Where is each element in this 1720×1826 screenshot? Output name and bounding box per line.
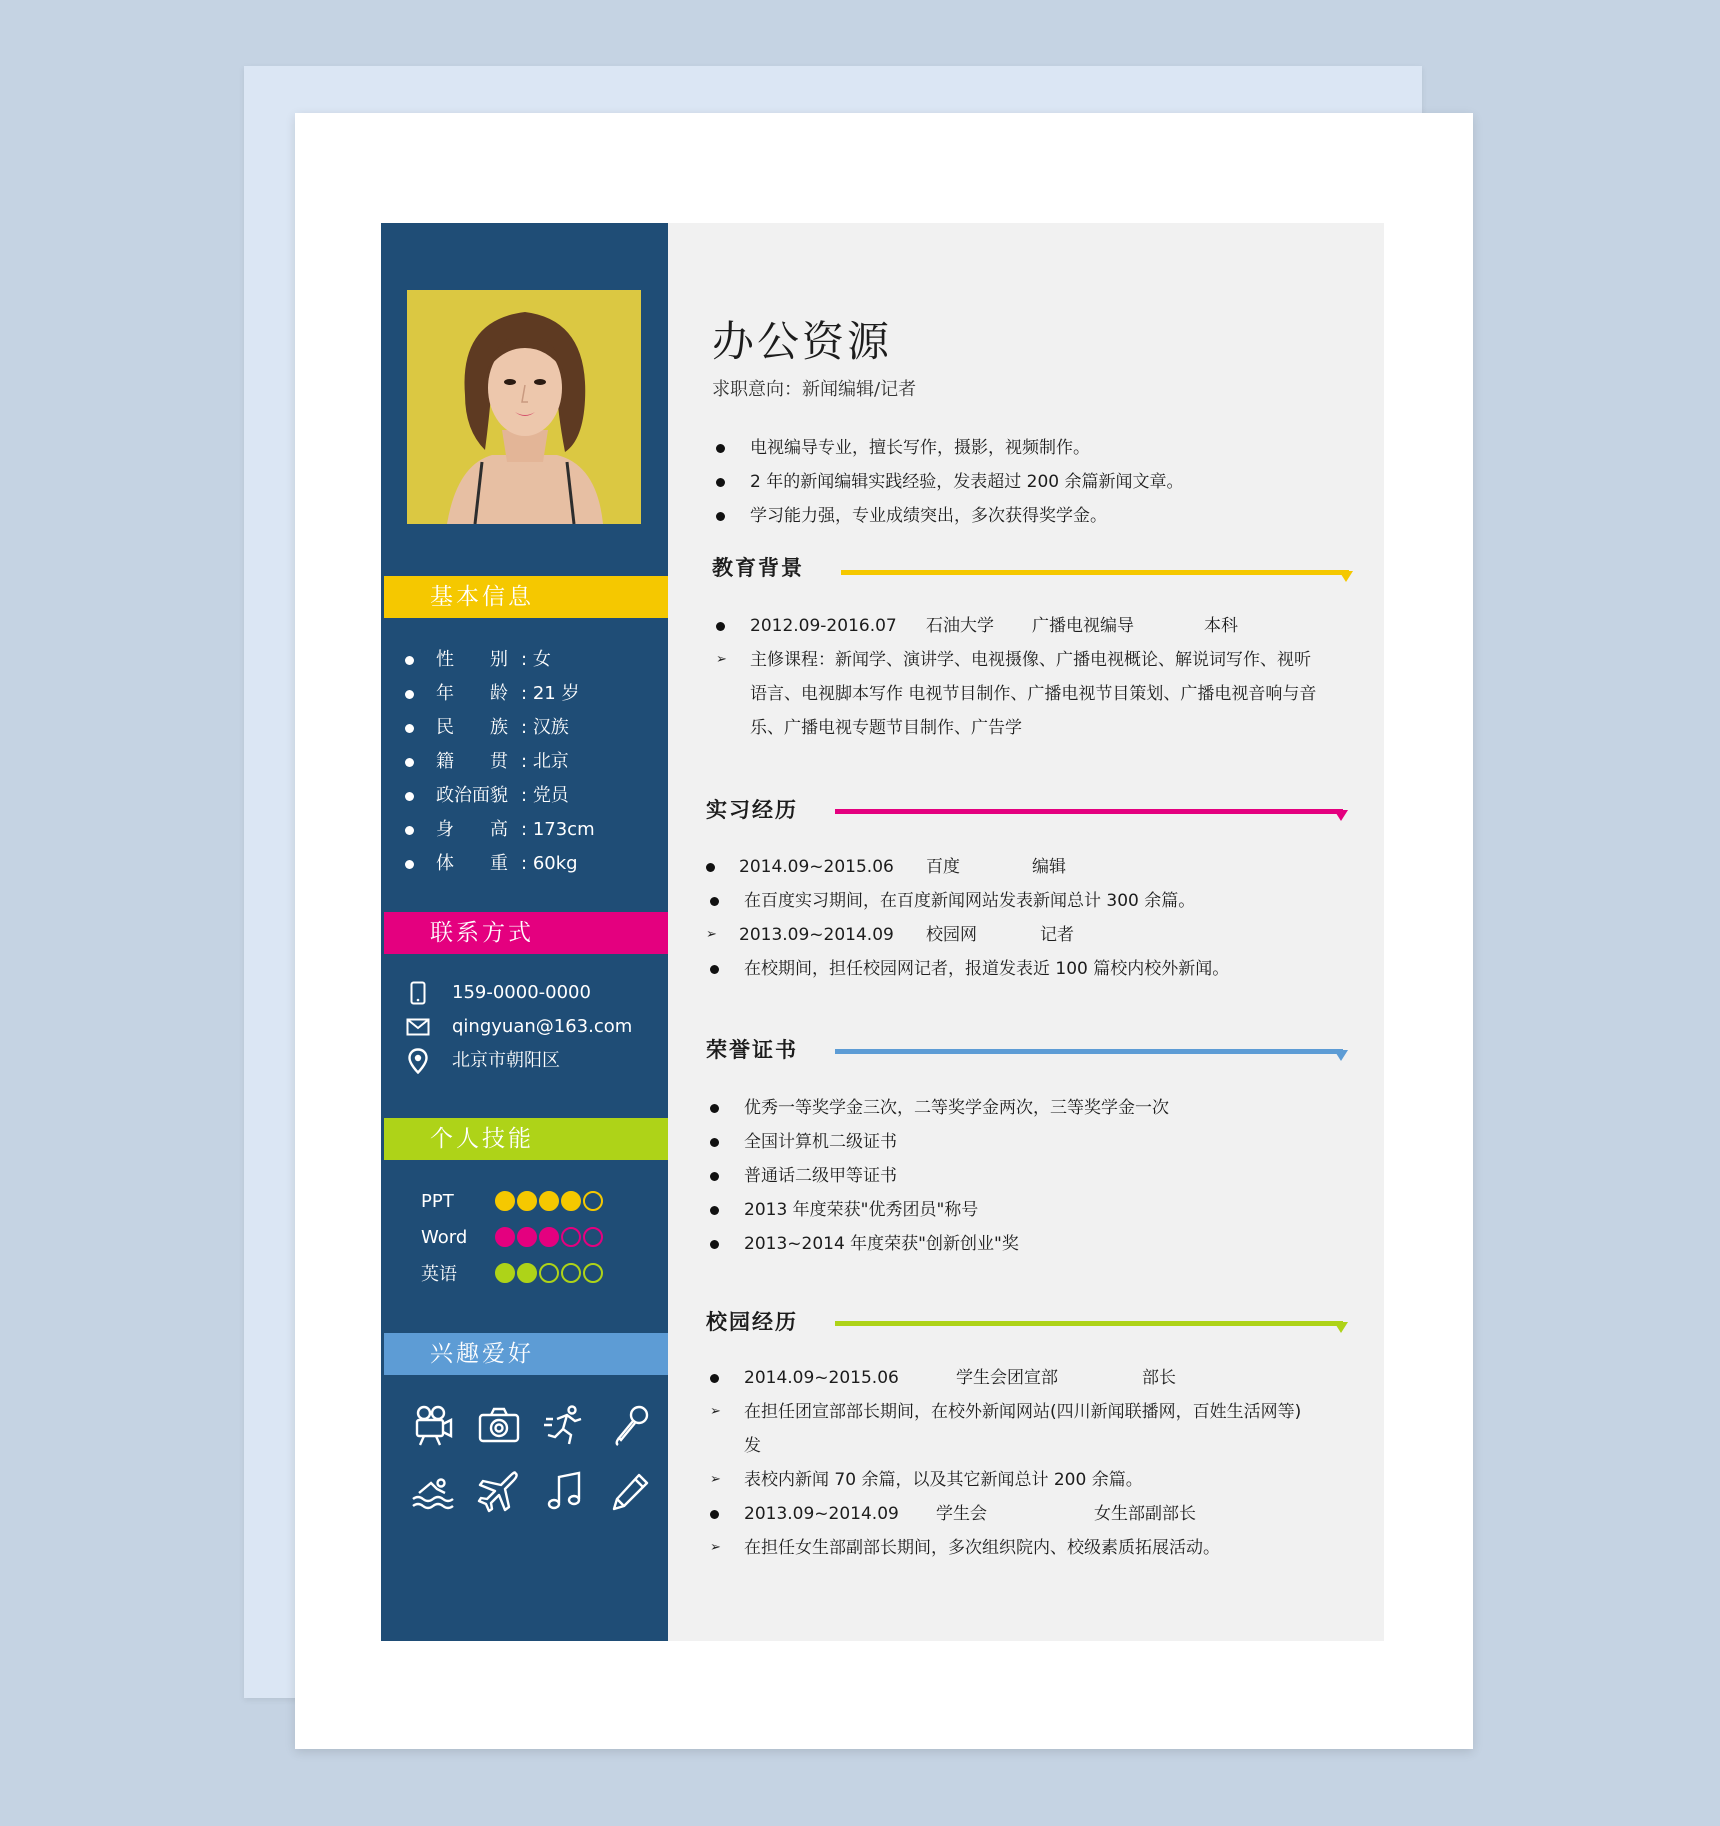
campus-list	[710, 1361, 1302, 1565]
internship-entry	[706, 918, 1074, 952]
education-divider	[841, 570, 1349, 575]
arrow-bullet-icon: ➢	[710, 1472, 721, 1487]
education-courses: ➢ 主修课程：新闻学、演讲学、电视摄像、广播电视概论、解说词写作、视听	[716, 643, 728, 677]
video-camera-icon	[411, 1403, 455, 1447]
campus-role: 部长	[1142, 1368, 1176, 1388]
skill-level-filled	[517, 1263, 537, 1283]
internship-entry	[706, 850, 1066, 884]
campus-divider-marker	[1334, 1322, 1348, 1333]
skill-level-empty	[561, 1227, 581, 1247]
campus-role: 女生部副部长	[1094, 1504, 1196, 1524]
campus-desc: ➢ 在担任团宣部部长期间，在校外新闻网站(四川新闻联播网，百姓生活网等)	[710, 1395, 722, 1429]
skill-level-filled	[495, 1263, 515, 1283]
contact-email	[406, 1010, 632, 1044]
honor-item: 普通话二级甲等证书	[710, 1159, 719, 1193]
running-icon	[543, 1403, 587, 1447]
skill-name: 英语	[421, 1264, 457, 1285]
email-text[interactable]: qingyuan@163.com	[452, 1016, 633, 1037]
internship-divider	[835, 809, 1343, 814]
basic-info-key: 政治面貌	[436, 785, 508, 806]
internship-role: 记者	[1040, 925, 1074, 945]
internship-date: 2014.09~2015.06	[739, 857, 894, 877]
honors-list	[710, 1091, 1169, 1261]
basic-info-value: 女	[532, 649, 551, 670]
hobby-icons	[411, 1403, 675, 1513]
skill-row	[421, 1255, 605, 1291]
phone-text[interactable]: 159-0000-0000	[452, 982, 591, 1003]
skill-row	[421, 1183, 605, 1219]
skill-level-filled	[539, 1191, 559, 1211]
mail-icon	[406, 1015, 430, 1039]
location-pin-icon	[406, 1049, 430, 1073]
basic-info-key: 民族	[436, 717, 508, 738]
skill-level-filled	[561, 1191, 581, 1211]
arrow-bullet-icon: ➢	[716, 652, 727, 667]
section-header-skills: 个人技能	[384, 1118, 672, 1160]
campus-desc-line: 发	[744, 1436, 761, 1456]
internship-date: 2013.09~2014.09	[739, 925, 894, 945]
basic-info-item	[405, 677, 595, 711]
section-title-campus: 校园经历	[706, 1310, 798, 1334]
basic-info-key: 身高	[436, 819, 508, 840]
arrow-bullet-icon: ➢	[706, 927, 717, 942]
campus-desc: ➢ 在担任女生部副部长期间，多次组织院内、校级素质拓展活动。	[710, 1531, 722, 1565]
skill-level-filled	[517, 1227, 537, 1247]
campus-date: 2014.09~2015.06	[744, 1368, 899, 1388]
skill-name: PPT	[421, 1190, 454, 1212]
basic-info-item	[405, 745, 595, 779]
basic-info-value: 汉族	[532, 717, 569, 738]
internship-org: 百度	[926, 857, 960, 877]
job-intent	[712, 375, 916, 401]
education-list	[716, 609, 1317, 745]
honor-item: 全国计算机二级证书	[710, 1125, 719, 1159]
honor-item: 2013~2014 年度荣获"创新创业"奖	[710, 1227, 719, 1261]
basic-info-separator: :	[521, 717, 528, 738]
basic-info-item	[405, 711, 595, 745]
basic-info-key: 籍贯	[436, 751, 508, 772]
basic-info-separator: :	[521, 683, 528, 704]
education-courses-line: 语言、电视脚本写作 电视节目制作、广播电视节目策划、广播电视音响与音	[750, 684, 1317, 704]
candidate-name: 办公资源	[712, 317, 893, 366]
education-courses-line: 乐、广播电视专题节目制作、广告学	[750, 718, 1022, 738]
skills-list	[421, 1183, 605, 1291]
summary-item: 2 年的新闻编辑实践经验，发表超过 200 余篇新闻文章。	[716, 465, 725, 499]
education-entry	[716, 609, 1238, 643]
basic-info-key: 体重	[436, 853, 508, 874]
campus-divider	[835, 1321, 1343, 1326]
basic-info-value: 173cm	[532, 819, 595, 840]
resume	[381, 223, 1384, 1641]
section-title-education: 教育背景	[712, 556, 804, 580]
education-divider-marker	[1339, 571, 1353, 582]
skill-name: Word	[421, 1226, 468, 1248]
basic-info-list	[405, 643, 595, 881]
swimming-icon	[411, 1469, 455, 1513]
airplane-icon	[477, 1469, 521, 1513]
internship-divider-marker	[1334, 810, 1348, 821]
job-intent-label: 求职意向：	[712, 379, 802, 400]
summary-item: 电视编导专业，擅长写作，摄影，视频制作。	[716, 431, 725, 465]
basic-info-separator: :	[521, 751, 528, 772]
skill-level-filled	[539, 1227, 559, 1247]
basic-info-key: 性别	[436, 649, 508, 670]
section-header-contact: 联系方式	[384, 912, 672, 954]
skill-level-empty	[583, 1227, 603, 1247]
basic-info-item	[405, 813, 595, 847]
basic-info-separator: :	[521, 819, 528, 840]
skill-level-filled	[495, 1227, 515, 1247]
summary-item: 学习能力强，专业成绩突出，多次获得奖学金。	[716, 499, 725, 533]
music-icon	[543, 1469, 587, 1513]
contact-address	[406, 1044, 632, 1078]
campus-date: 2013.09~2014.09	[744, 1504, 899, 1524]
honor-item: 2013 年度荣获"优秀团员"称号	[710, 1193, 719, 1227]
honors-divider	[835, 1049, 1343, 1054]
section-header-basic-info: 基本信息	[384, 576, 672, 618]
job-intent-value: 新闻编辑/记者	[802, 379, 917, 400]
campus-org: 学生会团宣部	[956, 1368, 1058, 1388]
summary-list	[716, 431, 1184, 533]
campus-desc: ➢ 表校内新闻 70 余篇，以及其它新闻总计 200 余篇。	[710, 1463, 722, 1497]
skill-row	[421, 1219, 605, 1255]
honors-divider-marker	[1334, 1050, 1348, 1061]
education-school: 石油大学	[926, 616, 994, 636]
microphone-icon	[609, 1403, 653, 1447]
basic-info-value: 党员	[532, 785, 569, 806]
skill-level-filled	[517, 1191, 537, 1211]
sidebar	[381, 223, 668, 1641]
education-date: 2012.09-2016.07	[750, 616, 897, 636]
contact-list	[406, 976, 632, 1078]
skill-level-filled	[495, 1191, 515, 1211]
honor-item: 优秀一等奖学金三次，二等奖学金两次，三等奖学金一次	[710, 1091, 719, 1125]
basic-info-separator: :	[521, 785, 528, 806]
main-content	[668, 223, 1384, 1641]
section-header-hobbies: 兴趣爱好	[384, 1333, 672, 1375]
campus-entry	[710, 1361, 1176, 1395]
arrow-bullet-icon: ➢	[710, 1540, 721, 1555]
section-title-internship: 实习经历	[706, 798, 798, 822]
skill-level-empty	[561, 1263, 581, 1283]
internship-desc: 在校期间，担任校园网记者，报道发表近 100 篇校内校外新闻。	[706, 952, 719, 986]
basic-info-key: 年龄	[436, 683, 508, 704]
pencil-icon	[609, 1469, 653, 1513]
basic-info-value: 60kg	[532, 853, 578, 874]
education-major: 广播电视编导	[1032, 616, 1134, 636]
basic-info-separator: :	[521, 853, 528, 874]
basic-info-item	[405, 847, 595, 881]
address-text: 北京市朝阳区	[452, 1050, 560, 1071]
phone-icon	[406, 981, 430, 1005]
education-degree: 本科	[1204, 616, 1238, 636]
internship-desc: 在百度实习期间，在百度新闻网站发表新闻总计 300 余篇。	[706, 884, 719, 918]
contact-phone	[406, 976, 632, 1010]
skill-level-empty	[583, 1191, 603, 1211]
internship-list	[706, 850, 1230, 986]
skill-level-empty	[539, 1263, 559, 1283]
campus-entry	[710, 1497, 1196, 1531]
basic-info-value: 21 岁	[532, 683, 580, 704]
section-title-honors: 荣誉证书	[706, 1038, 798, 1062]
camera-icon	[477, 1403, 521, 1447]
campus-org: 学生会	[936, 1504, 987, 1524]
basic-info-value: 北京	[532, 751, 569, 772]
internship-role: 编辑	[1032, 857, 1066, 877]
profile-photo	[407, 290, 641, 524]
basic-info-item	[405, 779, 595, 813]
arrow-bullet-icon: ➢	[710, 1404, 721, 1419]
basic-info-item	[405, 643, 595, 677]
basic-info-separator: :	[521, 649, 528, 670]
skill-level-empty	[583, 1263, 603, 1283]
internship-org: 校园网	[926, 925, 977, 945]
